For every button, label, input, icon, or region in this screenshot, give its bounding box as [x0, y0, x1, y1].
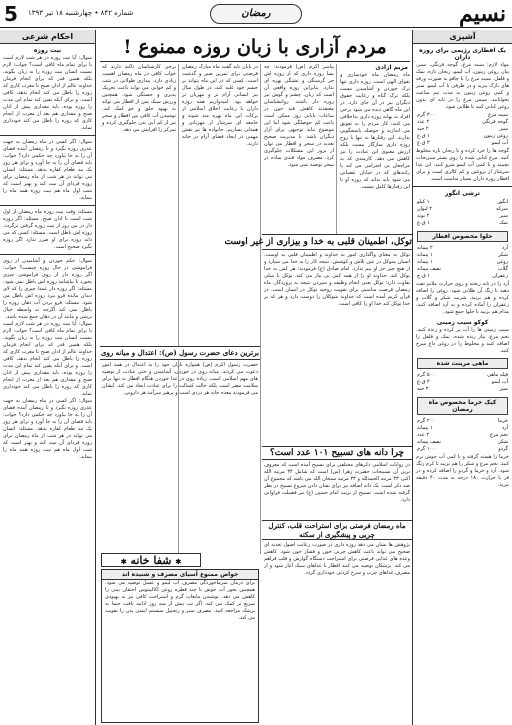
- article-author: مریم ازادی: [375, 64, 408, 71]
- brand-logo: نسیم: [458, 1, 506, 27]
- shafa-khaneh-title: ✱ شفا خانه ✱: [101, 553, 201, 567]
- ingredient-row: سرکه ۲ لیوان: [417, 206, 508, 212]
- divider: [0, 254, 95, 255]
- recipe-box-date-cake: کیک خرما مخصوص ماه رمضان: [417, 397, 508, 415]
- ruling-text-2-cont: سوال: اگر کسی در ماه رمضان به جهت عذری روزه نگیرد و تا رمضان آینده قضای آن را به جا نیاورد چه حکمی دارد؟ جواب: باید قضای آن را به جا آورد و برای هر روز یک مد طعام کفاره بدهد. مسئله: انسان می تواند در هر شب از ماه رمضان برای روزه فردای آن نیت کند و بهتر است که شب اول ماه هم نیت روزه همه ماه را بنماید.: [3, 398, 92, 460]
- ingredient-row: سیر ۲ حبه: [417, 386, 508, 392]
- recipe-box-fish: ماهی مرینت شده: [417, 358, 508, 369]
- tavakol-headline: توکل، اطمینان قلبی به خدا و بیزاری از غیر اوست: [262, 234, 412, 250]
- rulings-column: [0, 30, 96, 725]
- ingredient-row: سینه مرغ ۳۰۰ گرم: [417, 112, 508, 118]
- ingredients-list-4: [413, 371, 512, 394]
- rulings-subtitle: نیت روزه: [33, 47, 62, 54]
- recipe-intro: مواد لازم: سینه مرغ، گوجه فرنگی، سیر، پیاز، روغن زیتون، آب لیمو، ریحان تازه، نمک و فلفل. سینه مرغ را با چاقو به صورت ورقه های نازک ببرید و در ظرفی با آب لیمو، سیر و کمی روغن زیتون به مدت نیم ساعت بخوابانید. سپس مرغ را در تابه ای بدون روغن کبابی کنید تا طلایی شود.: [416, 62, 509, 110]
- ingredients-list-1: [413, 111, 512, 148]
- ruling-text-2: سوال: اگر کسی در ماه رمضان به جهت عذری روزه نگیرد و تا رمضان آینده قضای آن را به جا نیاورد چه حکمی دارد؟ جواب: باید قضای آن را به جا آورد و برای هر روز یک مد طعام کفاره بدهد. مسئله: انسان می تواند در هر شب از ماه رمضان برای روزه فردای آن نیت کند و بهتر است که شب اول ماه هم نیت روزه همه ماه را بنماید.: [3, 139, 92, 201]
- main-article-col-2: پیامبر اکرم (ص) فرمودند: چه بسا روزه داری که از روزه اش جز گرسنگی و تشنگی بهره ای ندارد. بنابراین روزه واقعی آن است که زبان، چشم و گوش نیز روزه دار باشند. روانشناسان معتقدند کاهش قند خون در ساعات پایانی روز ممکن است باعث کم حوصلگی شود اما این موضوع نباید توجیهی برای آزار دیگران باشد. با مدیریت صحیح تغذیه در سحر و افطار می توان از بروز این مشکلات جلوگیری کرد. مصرف مواد قندی ساده در سحر توصیه نمی شود.: [264, 64, 334, 168]
- cooking-column: [412, 30, 512, 725]
- ruling-text-4: سوال: حکم خوردن و آشامیدن از روی فراموشی در حال روزه چیست؟ جواب: اگر روزه دار از روی فراموشی چیزی بخورد یا بیاشامد روزه اش باطل نمی شود. مسئله: اگر روزه دار عمدا چیزی را که لای دندان مانده فرو ببرد روزه اش باطل می شود. مسئله: فرو بردن آب دهان روزه را باطل نمی کند اگرچه به واسطه خیال ترشی و مانند آن در دهان جمع شده باشد.: [3, 258, 92, 320]
- ingredient-row: گوجه فرنگی ۲ عدد: [417, 119, 508, 125]
- ingredient-row: شکر ۱ پیمانه: [417, 252, 508, 258]
- recipe-title-3: کوکو سیب زمینی: [436, 319, 489, 326]
- ingredient-row: آب لیمو ۳ ق.غ: [417, 140, 508, 146]
- ingredient-row: آرد ۲ پیمانه: [417, 245, 508, 251]
- shafa-box: [101, 569, 259, 723]
- main-article-col-4: برخی کارشناسان تاکید دارند که خواب کافی در ماه رمضان اهمیت زیادی دارد. بیداری طولانی در شب و کم خوابی می تواند باعث تحریک پذیری و خستگی شود. همچنین ورزش سبک پس از افطار می تواند به بهبود خلق و خو کمک کند. نوشیدن آب کافی بین افطار و سحر نیز از کم آبی بدن جلوگیری کرده و تمرکز را افزایش می دهد.: [102, 64, 176, 133]
- ingredient-row: نمک ۱ ق.غ: [417, 220, 508, 226]
- divider: [0, 205, 95, 206]
- ingredient-row: گلاب نصف پیمانه: [417, 266, 508, 272]
- ingredient-row: آب لیمو ۴ ق.غ: [417, 379, 508, 385]
- rulings-column-title: احکام شرعی: [0, 30, 95, 44]
- ingredient-row: روغن ۱ پیمانه: [417, 259, 508, 265]
- main-headline: مردم آزاری با زبان روزه ممنوع !: [100, 32, 410, 62]
- column-rule: [336, 64, 337, 234]
- ingredient-row: زعفران ۱ ق.چ: [417, 273, 508, 279]
- recipe-title-2: ترشی انگور: [444, 190, 481, 197]
- ruling-text-1-cont: سوال: آیا نیت روزه در هر شب لازم است یا برای تمام ماه کافی است؟ جواب: لازم نیست انسان نیت روزه را به زبان بگوید، بلکه همین قدر که برای انجام فرمان خداوند عالم از اذان صبح تا مغرب کاری که روزه را باطل می کند انجام ندهد، کافی است. و برای آنکه یقین کند تمام این مدت را روزه بوده، باید مقداری پیش از اذان صبح و مقداری هم بعد از مغرب از انجام کاری که روزه را باطل می کند خودداری نماید.: [3, 321, 92, 397]
- tavakol-text: توکل به معنای واگذاری امور به خداوند و اطمینان قلبی به اوست. انسان متوکل در عین تلاش و کوشش، نتیجه کار را به خدا می سپارد و از هیچ چیز جز او بیم ندارد. امام صادق (ع) فرمودند: هر کس به خدا توکل کند، خداوند او را از همه کس بی نیاز می کند. توکل با تنبلی تفاوت دارد؛ توکل یعنی انجام وظیفه و سپردن نتیجه به پروردگار. ماه رمضان فرصت مناسبی برای تقویت روحیه توکل در انسان است. در قرآن کریم آمده است که خداوند متوکلان را دوست دارد و هر که بر خدا توکل کند خدا او را کافی است.: [264, 252, 410, 307]
- issue-info: شماره ۸۴۲ • چهارشنبه ۱۸ تیر ۱۳۹۳: [28, 9, 134, 17]
- star-icon: ✱: [120, 557, 127, 566]
- tasbih-headline: چرا دانه های تسبیح ۱۰۱ عدد است؟: [262, 446, 412, 460]
- tasbih-text: در روایات اسلامی ذکرهای مختلفی برای تسبیح آمده است که معروف ترین آن تسبیحات حضرت زهرا (س) است که شامل ۳۴ مرتبه الله اکبر، ۳۳ مرتبه الحمدلله و ۳۳ مرتبه سبحان الله می باشد که مجموع آن صد ذکر است. یک دانه اضافه نیز برای نشان دادن شروع تسبیح در نظر گرفته شده است. تسبیح از تربت امام حسین (ع) نیز فضیلت فراوانی دارد.: [264, 462, 410, 503]
- shafa-text: برای درمان سرماخوردگی مصرف آب لیمو و عسل توصیه می شود. همچنین بخور آب جوش با چند قطره روغن اکالیپتوس احتقان بینی را کاهش می دهد. نوشیدن مایعات گرم و استراحت کافی نیز به بهبودی سریع تر کمک می کند. اگر تب بیش از سه روز ادامه یافت حتما به پزشک مراجعه کنید. مصرف سیر و زنجبیل سیستم ایمنی بدن را تقویت می کند.: [105, 580, 255, 621]
- ingredients-list-5: [413, 417, 512, 454]
- divider: [0, 135, 95, 136]
- ramadan-heart-text: پژوهش ها نشان می دهد روزه داری در صورت رعایت اصول تغذیه ای صحیح می تواند باعث کاهش چربی خون و فشار خون شود. کاهش وعده های غذایی فرصتی برای استراحت دستگاه گوارش و قلب فراهم می کند. پزشکان توصیه می کنند افطار با غذاهای سبک آغاز شود و از مصرف غذاهای چرب و سرخ کردنی خودداری گردد.: [264, 542, 410, 576]
- main-article-col-3: در پایان باید گفت ماه مبارک رمضان فرصتی برای تمرین صبر و گذشت است. کسی که در این ماه بتواند بر خشم خود غلبه کند، در طول سال نیز انسانی آرام تر و مهربان تر خواهد بود. امیدواریم همه روزه داران با رعایت اخلاق اسلامی از برکات این ماه بهره مند شوند و جامعه ای سرشار از مهربانی و همدلی بسازیم. خانواده ها نیز نقش مهمی در ایجاد فضای آرام در خانه دارند.: [182, 64, 258, 147]
- ingredient-row: خرما ۲۰۰ گرم: [417, 418, 508, 424]
- shafa-box-title: خواص ممنوع آسیای مصرف و شنیده اند: [102, 570, 258, 580]
- halva-method: آرد را در تابه ریخته و روی حرارت ملایم تفت دهید تا رنگ آن طلایی شود. روغن را اضافه کرده و هم بزنید. شربت شکر و گلاب و زعفران را آماده کرده و به آرد اضافه کنید. مدام هم بزنید تا حلوا جمع شود.: [416, 281, 509, 315]
- ruling-text-3: مسئله: وقت نیت روزه ماه رمضان از اول شب است تا اذان صبح. مسئله: اگر روزه دار در بین روز از نیت روزه گرفتن برگردد، روزه اش باطل است. مسئله: کسی که می داند روزه برای او ضرر ندارد اگر روزه بگیرد صحیح است.: [3, 209, 92, 250]
- ingredient-row: انگور ۱ کیلو: [417, 199, 508, 205]
- section-badge: رمضان: [210, 4, 302, 24]
- divider: [413, 186, 512, 187]
- column-rule: [260, 64, 261, 554]
- etiquette-text: حضرت رسول اکرم (ص) همواره یاران خود را به اعتدال در همه امور دعوت می کردند. میانه روی در خوردن، آشامیدن و حتی عبادت از توصیه های مهم اسلامی است. زیاده روی در غذا خوردن هنگام افطار نه تنها برای سلامت مضر است بلکه حالت کسالت را برای عبادت ایجاد می کند. ایشان می فرمودند معده خانه هر دردی است و پرهیز سرآمد هر دارویی.: [102, 362, 258, 396]
- ingredient-row: شکر نصف پیمانه: [417, 439, 508, 445]
- ingredient-row: سیر ۲ بوته: [417, 213, 508, 219]
- main-article-col-1: ماه رمضان ماه خودسازی و تقوای الهی است. روزه داری تنها ترک خوردن و آشامیدن نیست بلکه ترک گناه و رعایت حقوق دیگران نیز در آن جای دارد. در این ماه گاهی دیده می شود برخی افراد به بهانه روزه داری بداخلاقی می کنند، کار مردم را به تعویق می اندازند و حوصله پاسخگویی ندارند. این رفتارها نه تنها با روح روزه داری سازگار نیست بلکه ارزش معنوی این عبادت را نیز کاهش می دهد. کارمندی که به مراجعان بی احترامی می کند یا رانندهای که در خیابان عصبانی می شود باید بداند که روزه او با این رفتارها کامل نیست.: [340, 72, 410, 190]
- recipe-title: یک افطاری رژیمی برای روزه داران: [419, 47, 506, 61]
- recipe-box-halva: حلوا مخصوص افطار: [417, 231, 508, 242]
- ingredient-row: گردو ۱۰۰ گرم: [417, 446, 508, 452]
- ingredient-row: فیله ماهی ۵۰۰ گرم: [417, 372, 508, 378]
- ingredient-row: تخم مرغ ۲ عدد: [417, 432, 508, 438]
- ingredient-row: سیر ۲ حبه: [417, 126, 508, 132]
- star-icon: ✱: [175, 557, 182, 566]
- ramadan-heart-headline: ماه رمضان فرصتی برای استراحت قلب، کنترل چربی و پیشگیری از سکته: [262, 520, 412, 540]
- ingredient-row: روغن زیتون ۱ ق.غ: [417, 133, 508, 139]
- recipe-method: گوجه ها را خرد کرده و با ریحان تازه مخلوط کنید. مرغ کبابی شده را روی بستر سبزیجات بچینید و با کمی آب لیمو سرو کنید. این غذا سرشار از پروتئین و کم کالری است و برای افطار روزه داران بسیار مناسب است.: [416, 148, 509, 182]
- ingredient-row: آرد ۱ پیمانه: [417, 425, 508, 431]
- etiquette-headline: برترین دعای حضرت رسول (ص): اعتدال و میانه روی: [100, 346, 260, 360]
- ruling-text-1: سوال: آیا نیت روزه در هر شب لازم است یا برای تمام ماه کافی است؟ جواب: لازم نیست انسان نیت روزه را به زبان بگوید، بلکه همین قدر که برای انجام فرمان خداوند عالم از اذان صبح تا مغرب کاری که روزه را باطل می کند انجام ندهد، کافی است. و برای آنکه یقین کند تمام این مدت را روزه بوده، باید مقداری پیش از اذان صبح و مقداری هم بعد از مغرب از انجام کاری که روزه را باطل می کند خودداری نماید.: [3, 55, 92, 131]
- cooking-column-title: آشپزی: [413, 30, 512, 44]
- ingredients-list-2: [413, 198, 512, 228]
- kuku-method: سیب زمینی ها را آب پز کرده و رنده کنید. تخم مرغ، پیاز رنده شده، نمک و فلفل را اضافه کنید و مخلوط را در روغن داغ سرخ کنید.: [416, 327, 509, 354]
- masthead: [0, 0, 512, 28]
- page-number: 5: [4, 2, 18, 26]
- ingredients-list-3: [413, 244, 512, 281]
- date-cake-method: خرما را هسته گرفته و با کمی آب جوش نرم کنید. تخم مرغ و شکر را هم بزنید تا کرم رنگ شود. آرد و خرما و گردو را اضافه کرده و در فر با حرارت ۱۸۰ درجه به مدت ۴۰ دقیقه بپزید.: [416, 454, 509, 488]
